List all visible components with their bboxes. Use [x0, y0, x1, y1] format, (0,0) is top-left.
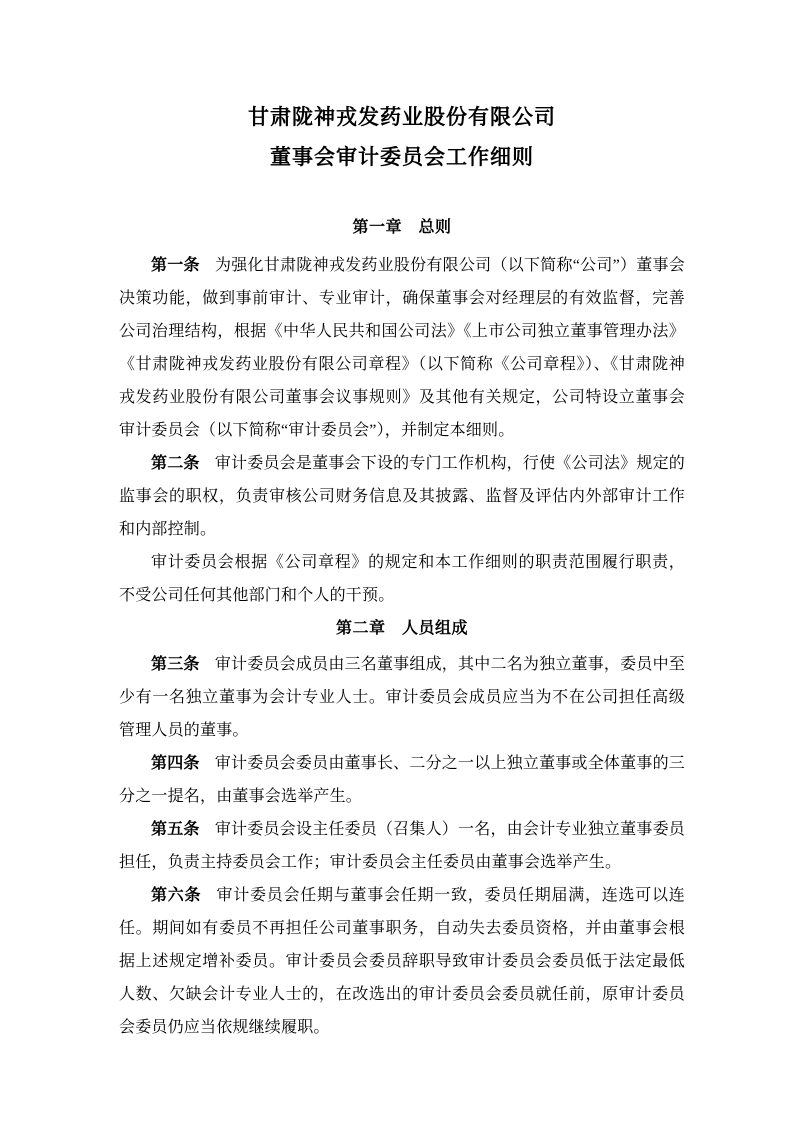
- article-3-paragraph: [119, 648, 685, 747]
- article-4-text: 审计委员会委员由董事长、二分之一以上独立董事或全体董事的三分之一提名，由董事会选举产生。: [119, 755, 685, 805]
- article-1-label: 第一条: [151, 257, 200, 274]
- article-5-text: 审计委员会设主任委员（召集人）一名，由会计专业独立董事委员担任，负责主持委员会工作；审计委员会主任委员由董事会选举产生。: [119, 821, 685, 871]
- chapter-2-heading: 第二章 人员组成: [335, 620, 468, 637]
- chapter-1-general-provisions: [119, 211, 685, 612]
- article-2-paragraph: [119, 447, 685, 546]
- document-title-line-2: 董事会审计委员会工作细则: [270, 145, 534, 169]
- article-6-paragraph: [119, 879, 685, 1044]
- article-2-label: 第二条: [151, 455, 200, 472]
- article-1-paragraph: [119, 249, 685, 447]
- article-1-text: 为强化甘肃陇神戎发药业股份有限公司（以下简称“公司”）董事会决策功能，做到事前审计、专业审计，确保董事会对经理层的有效监督，完善公司治理结构，根据《中华人民共和国公司法》《上市公司独立董事管理办法》《甘肃陇神戎发药业股份有限公司章程》（以下简称《公司章程》）、《甘肃陇神戎发药业股份有限公司董事会议事规则》及其他有关规定，公司特设立董事会审计委员会（以下简称“审计委员会”），并制定本细则。: [119, 257, 685, 439]
- article-3-label: 第三条: [151, 656, 200, 673]
- article-2-continuation-text: 审计委员会根据《公司章程》的规定和本工作细则的职责范围履行职责，不受公司任何其他部门和个人的干预。: [119, 554, 685, 604]
- document-title-line-1: 甘肃陇神戎发药业股份有限公司: [248, 105, 556, 129]
- article-5-label: 第五条: [151, 821, 200, 838]
- article-3-text: 审计委员会成员由三名董事组成，其中二名为独立董事，委员中至少有一名独立董事为会计专业人士。审计委员会成员应当为不在公司担任高级管理人员的董事。: [119, 656, 685, 739]
- article-5-paragraph: [119, 813, 685, 879]
- chapter-2-personnel-composition: [119, 612, 685, 1044]
- article-4-label: 第四条: [151, 755, 200, 772]
- chapter-1-heading: 第一章 总则: [352, 219, 452, 236]
- article-6-text: 审计委员会任期与董事会任期一致，委员任期届满，连选可以连任。期间如有委员不再担任公司董事职务，自动失去委员资格，并由董事会根据上述规定增补委员。审计委员会委员辞职导致审计委员会委员低于法定最低人数、欠缺会计专业人士的，在改选出的审计委员会委员就任前，原审计委员会委员仍应当依规继续履职。: [119, 887, 685, 1036]
- article-2-text: 审计委员会是董事会下设的专门工作机构，行使《公司法》规定的监事会的职权，负责审核公司财务信息及其披露、监督及评估内外部审计工作和内部控制。: [119, 455, 685, 538]
- article-4-paragraph: [119, 747, 685, 813]
- article-2-continuation-paragraph: [119, 546, 685, 612]
- article-6-label: 第六条: [151, 887, 202, 904]
